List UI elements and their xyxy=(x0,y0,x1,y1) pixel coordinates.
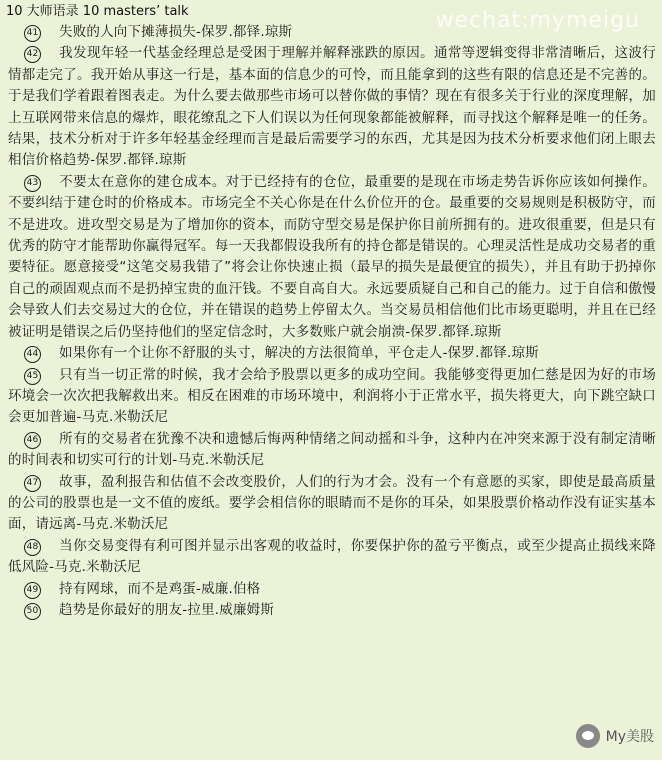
list-item xyxy=(8,579,656,600)
list-item xyxy=(8,536,656,579)
source-badge xyxy=(576,724,654,748)
item-number: 48 xyxy=(24,539,41,556)
item-number: 45 xyxy=(24,368,41,385)
list-item xyxy=(8,22,656,43)
item-text: 如果你有一个让你不舒服的头寸，解决的方法很简单，平仓走人-保罗.都铎.琼斯 xyxy=(59,345,539,362)
quotes-list xyxy=(8,22,656,621)
list-item xyxy=(8,43,656,171)
item-number: 42 xyxy=(24,46,41,63)
item-text: 故事，盈利报告和估值不会改变股价，人们的行为才会。没有一个有意愿的买家，即使是最高质量的公司的股票也是一文不值的废纸。要学会相信你的眼睛而不是你的耳朵，如果股票价格动作没有证实基本面，请远离-马克.米勒沃尼 xyxy=(8,473,656,533)
item-number: 44 xyxy=(24,346,41,363)
list-item xyxy=(8,429,656,472)
item-text: 持有网球，而不是鸡蛋-威廉.伯格 xyxy=(59,580,261,597)
item-text: 失败的人向下摊薄损失-保罗.都铎.琼斯 xyxy=(59,24,293,40)
item-text: 不要太在意你的建仓成本。对于已经持有的仓位，最重要的是现在市场走势告诉你应该如何操作。不要纠结于建仓时的价格成本。市场完全不关心你是在什么价位开的仓。最重要的交易规则是积极防守，而不是进攻。进攻型交易是为了增加你的资本，而防守型交易是保护你目前所拥有的。进攻很重要，但是只有优秀的防守才能帮助你赢得冠军。每一天我都假设我所有的持仓都是错误的。心理灵活性是成功交易者的重要特征。愿意接受“这笔交易我错了”将会让你快速止损（最早的损失是最便宜的损失），并且有助于扔掉你自己的顽固观点而不是扔掉宝贵的血汗钱。不要自高自大。永远要质疑自己和自己的能力。过于自信和傲慢会导致人们去交易过大的仓位，并在错误的趋势上停留太久。当交易员相信他们比市场更聪明，并且在已经被证明是错误之后仍坚持他们的坚定信念时，大多数账户就会崩溃-保罗.都铎.琼斯 xyxy=(8,173,656,340)
item-text: 所有的交易者在犹豫不决和遗憾后悔两种情绪之间动摇和斗争，这种内在冲突来源于没有制定清晰的时间表和切实可行的计划-马克.米勒沃尼 xyxy=(8,430,656,469)
item-number: 47 xyxy=(24,475,41,492)
list-item xyxy=(8,365,656,429)
watermark-text: wechat:mymeigu xyxy=(435,8,640,33)
list-item xyxy=(8,600,656,621)
item-number: 49 xyxy=(24,582,41,599)
list-item xyxy=(8,472,656,536)
badge-label: My美股 xyxy=(605,729,654,745)
item-number: 41 xyxy=(24,25,41,42)
list-item xyxy=(8,172,656,343)
wechat-icon xyxy=(576,724,600,748)
item-text: 当你交易变得有利可图并显示出客观的收益时，你要保护你的盈亏平衡点，或至少提高止损线来降低风险-马克.米勒沃尼 xyxy=(8,537,656,576)
list-item xyxy=(8,343,656,364)
item-number: 50 xyxy=(24,603,41,620)
page-title: 10 大师语录 10 masters’ talk xyxy=(6,4,189,19)
item-text: 趋势是你最好的朋友-拉里.威廉姆斯 xyxy=(59,601,275,618)
item-text: 只有当一切正常的时候，我才会给予股票以更多的成功空间。我能够变得更加仁慈是因为好的市场环境会一次次把我解救出来。相反在困难的市场环境中，利润将小于正常水平，损失将更大，向下跳空缺口会更加普遍-马克.米勒沃尼 xyxy=(8,366,656,426)
item-number: 46 xyxy=(24,432,41,449)
item-text: 我发现年轻一代基金经理总是受困于理解并解释涨跌的原因。通常等逻辑变得非常清晰后，这波行情都走完了。我开始从事这一行是，基本面的信息少的可怜，而且能拿到的这些有限的信息还是不完善的。于是我们学着跟着图表走。为什么要去做那些市场可以替你做的事情？现在有很多关于行业的深度理解，加上互联网带来信息的爆炸，眼花缭乱之下人们误以为任何现象都能被解释，而寻找这个解释是唯一的任务。结果，技术分析对于许多年轻基金经理而言是最后需要学习的东西，尤其是因为技术分析要求他们闭上眼去相信价格趋势-保罗.都铎.琼斯 xyxy=(8,45,656,169)
item-number: 43 xyxy=(24,175,41,192)
